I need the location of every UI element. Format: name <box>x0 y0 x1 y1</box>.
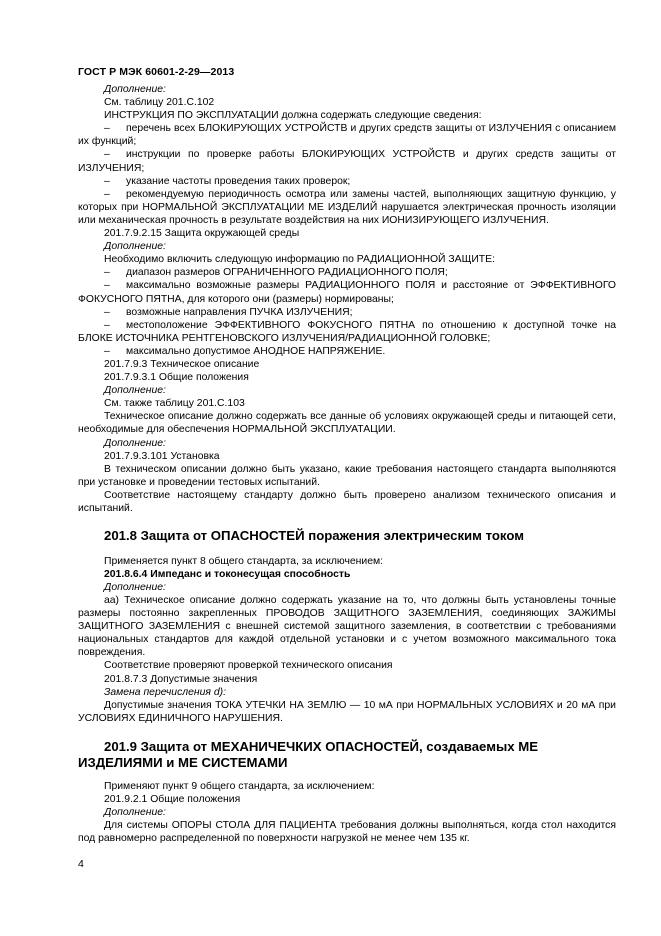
paragraph: Допустимые значения ТОКА УТЕЧКИ НА ЗЕМЛЮ — 10 мА при НОРМАЛЬНЫХ УСЛОВИЯХ и 20 мА при УСЛОВИЯХ ЕДИНИЧНОГО НАРУШЕНИЯ. <box>78 699 616 724</box>
addition-label: Дополнение: <box>104 385 166 397</box>
subsection-title: 201.8.6.4 Импеданс и токонесущая способность <box>104 568 351 580</box>
addition-label: Дополнение: <box>104 581 166 593</box>
subsection-title: 201.9.2.1 Общие положения <box>104 794 241 806</box>
addition-label: Дополнение: <box>104 241 166 253</box>
subsection-title: 201.8.7.3 Допустимые значения <box>104 673 258 685</box>
list-item: – диапазон размеров ОГРАНИЧЕННОГО РАДИАЦИОННОГО ПОЛЯ; <box>104 267 448 279</box>
list-item: – максимально возможные размеры РАДИАЦИОННОГО ПОЛЯ и расстояние от ЭФФЕКТИВНОГО ФОКУСНОГО ПЯТНА, для которого они (размеры) нормированы; <box>78 280 616 305</box>
list-item: – перечень всех БЛОКИРУЮЩИХ УСТРОЙСТВ и других средств защиты от ИЗЛУЧЕНИЯ с описанием их функций; <box>78 123 616 148</box>
list-item: – максимально допустимое АНОДНОЕ НАПРЯЖЕНИЕ. <box>104 345 386 357</box>
list-item: – указание частоты проведения таких проверок; <box>104 175 351 187</box>
paragraph: Для системы ОПОРЫ СТОЛА ДЛЯ ПАЦИЕНТА требования должны выполняться, когда стол находится под равномерно распределенной по поверхности нагрузкой не менее чем 135 кг. <box>78 820 616 845</box>
document-header: ГОСТ Р МЭК 60601-2-29—2013 <box>78 66 235 78</box>
list-item: – рекомендуемую периодичность осмотра или замены частей, выполняющих защитную функцию, у которых при НОРМАЛЬНОЙ ЭКСПЛУАТАЦИИ МЕ ИЗДЕЛИЙ нарушается электрическая прочность изоляции или механическая прочность в результате воздействия на них ИОНИЗИРУЮЩЕГО ИЗЛУЧЕНИЯ. <box>78 188 616 226</box>
subsection-title: 201.7.9.2.15 Защита окружающей среды <box>104 228 300 240</box>
addition-label: Дополнение: <box>104 807 166 819</box>
paragraph: Соответствие проверяют проверкой технического описания <box>104 660 393 672</box>
page-number: 4 <box>78 858 84 870</box>
document-body <box>78 83 616 846</box>
addition-label: Дополнение: <box>104 84 166 95</box>
list-item: – местоположение ЭФФЕКТИВНОГО ФОКУСНОГО ПЯТНА по отношению к доступной точке на БЛОКЕ ИСТОЧНИКА РЕНТГЕНОВСКОГО ИЗЛУЧЕНИЯ/РАДИАЦИОННОЙ ГОЛОВКЕ; <box>78 319 616 344</box>
paragraph: аа) Техническое описание должно содержать указание на то, что должны быть установлены точные размеры постоянно закрепленных ПРОВОДОВ ЗАЩИТНОГО ЗАЗЕМЛЕНИЯ, соединяющих ЗАЖИМЫ ЗАЩИТНОГО ЗАЗЕМЛЕНИЯ с внешней системой защитного заземления, в соответствии с требованиями национальных стандартов для каждой отдельной установки и с учетом возможного максимального тока повреждения. <box>78 594 616 659</box>
subsection-title: 201.7.9.3.1 Общие положения <box>104 372 249 384</box>
list-item: – инструкции по проверке работы БЛОКИРУЮЩИХ УСТРОЙСТВ и других средств защиты от ИЗЛУЧЕНИЯ; <box>78 149 616 174</box>
table-reference: См. таблицу 201.С.102 <box>104 97 215 109</box>
paragraph: В техническом описании должно быть указано, какие требования настоящего стандарта выполняются при установке и проведении тестовых испытаний. <box>78 463 616 488</box>
section-heading-201-8: 201.8 Защита от ОПАСНОСТЕЙ поражения электрическим током <box>104 528 524 544</box>
paragraph: Необходимо включить следующую информацию по РАДИАЦИОННОЙ ЗАЩИТЕ: <box>104 254 495 266</box>
replacement-label: Замена перечисления d): <box>104 686 226 698</box>
paragraph: Соответствие настоящему стандарту должно быть проверено анализом технического описания и испытаний. <box>78 489 616 514</box>
subsection-title: 201.7.9.3.101 Установка <box>104 450 220 462</box>
paragraph: Применяется пункт 8 общего стандарта, за исключением: <box>104 555 384 567</box>
section-heading-201-9: 201.9 Защита от МЕХАНИЧЕЧКИХ ОПАСНОСТЕЙ, создаваемых МЕ <box>104 738 539 754</box>
list-item: – возможные направления ПУЧКА ИЗЛУЧЕНИЯ; <box>104 306 353 318</box>
subsection-title: 201.7.9.3 Техническое описание <box>104 358 260 370</box>
paragraph: ИНСТРУКЦИЯ ПО ЭКСПЛУАТАЦИИ должна содержать следующие сведения: <box>104 110 482 122</box>
addition-label: Дополнение: <box>104 437 166 449</box>
paragraph: Техническое описание должно содержать все данные об условиях окружающей среды и питающей сети, необходимые для обеспечения НОРМАЛЬНОЙ ЭКСПЛУАТАЦИИ. <box>78 411 616 436</box>
section-heading-201-9-cont: ИЗДЕЛИЯМИ и МЕ СИСТЕМАМИ <box>78 754 288 770</box>
table-reference: См. также таблицу 201.С.103 <box>104 398 245 410</box>
paragraph: Применяют пункт 9 общего стандарта, за исключением: <box>104 781 375 793</box>
